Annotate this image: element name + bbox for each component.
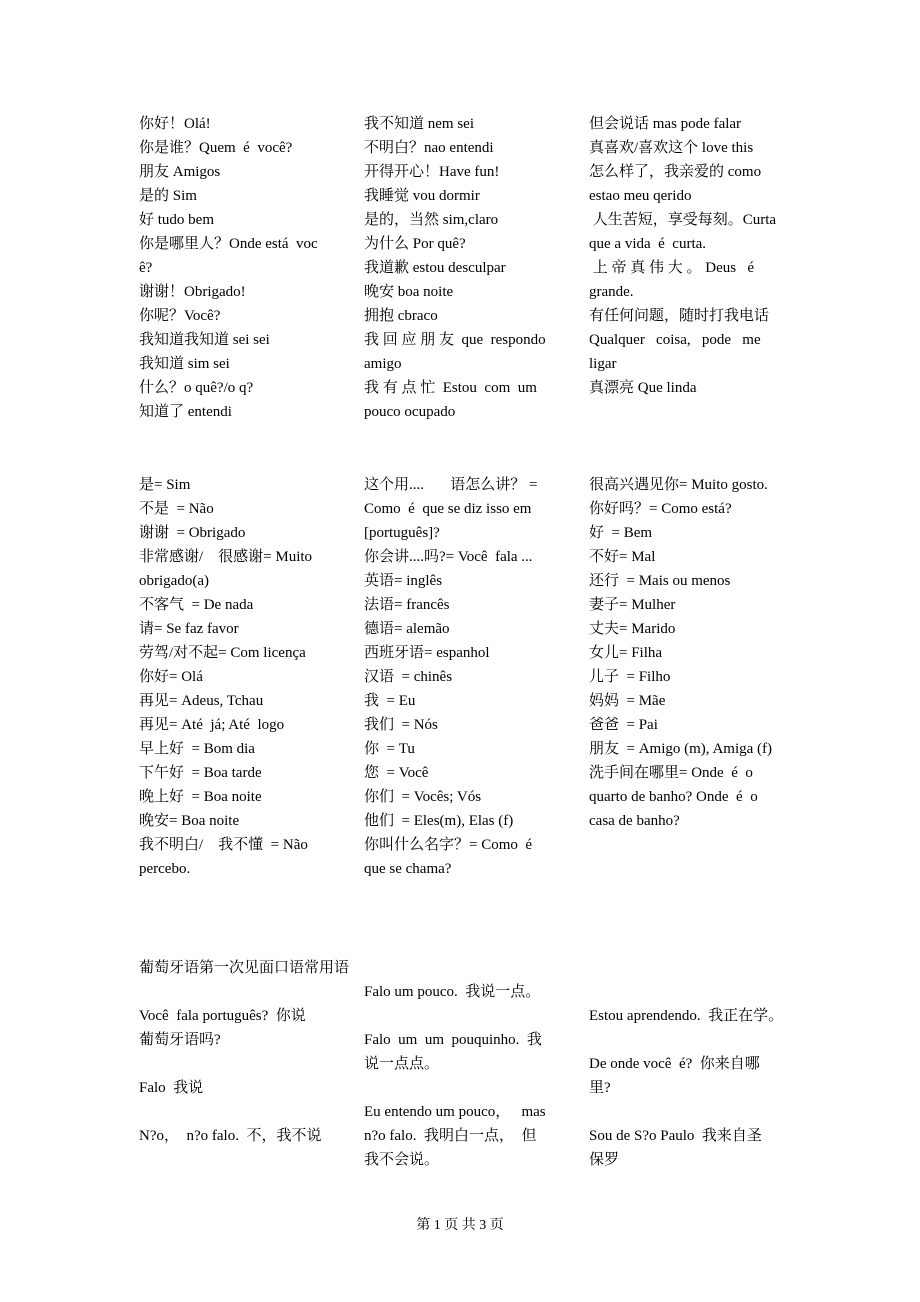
phrase-line: 我 = Eu [364,693,416,709]
phrase-line: 拥抱 cbraco [364,308,438,324]
phrase-line: 他们 = Eles(m), Elas (f) [364,813,514,829]
phrase-line: Estou aprendendo. 我正在学。 [589,1008,784,1024]
phrase-line: 我们 = Nós [364,717,438,733]
phrase-line: [português]? [364,525,440,541]
phrase-line: 真喜欢/喜欢这个 love this [589,140,754,156]
phrase-line: 我道歉 estou desculpar [364,260,506,276]
phrase-line: quarto de banho? Onde é o [589,789,758,805]
phrase-line: 你是谁？Quem é você? [139,140,293,156]
phrase-line: 妈妈 = Mãe [589,693,666,709]
phrase-line: 是= Sim [139,477,191,493]
phrase-line: N?o， n?o falo. 不，我不说 [139,1128,322,1144]
phrase-line: 你好吗？= Como está? [589,501,732,517]
phrase-line: n?o falo. 我明白一点， 但 [364,1128,537,1144]
phrase-line: 你好！Olá! [139,116,211,132]
phrase-line: 很高兴遇见你= Muito gosto. [589,477,768,493]
column-3 [589,980,789,1172]
phrase-line: 有任何问题，随时打我电话 [589,308,770,324]
phrase-line: Falo 我说 [139,1080,204,1096]
phrase-line: 晚上好 = Boa noite [139,789,262,805]
phrase-line: Qualquer coisa, pode me [589,332,761,348]
phrase-line: obrigado(a) [139,573,209,589]
phrase-line: 德语= alemão [364,621,450,637]
column-1 [139,980,339,1172]
phrase-line: percebo. [139,861,191,877]
phrase-line: 但会说话 mas pode falar [589,116,742,132]
phrase-line: estao meu qerido [589,188,692,204]
phrase-line: 还行 = Mais ou menos [589,573,731,589]
phrase-line: Falo um pouco. 我说一点。 [364,984,541,1000]
phrase-line: 你 = Tu [364,741,415,757]
phrase-line: 真漂亮 Que linda [589,380,697,396]
phrase-line: 妻子= Mulher [589,597,676,613]
phrase-line: 法语= francês [364,597,450,613]
phrase-line: 请= Se faz favor [139,621,239,637]
phrase-line: 是的，当然 sim,claro [364,212,499,228]
phrase-line: 不是 = Não [139,501,214,517]
phrase-line [589,1100,789,1124]
phrase-line: 女儿= Filha [589,645,663,661]
page-footer: 第 1 页 共 3 页 [416,1218,504,1233]
phrase-line: 爸爸 = Pai [589,717,658,733]
phrase-line [139,1148,339,1172]
phrase-line: Você fala português? 你说 [139,1008,306,1024]
phrase-line: 你好= Olá [139,669,203,685]
phrase-line: 早上好 = Bom dia [139,741,255,757]
phrase-line: 我知道我知道 sei sei [139,332,270,348]
phrase-line: 是的 Sim [139,188,197,204]
phrase-line: 我不会说。 [364,1152,440,1168]
phrase-line: 你呢？Você? [139,308,221,324]
phrase-line: que a vida é curta. [589,236,707,252]
phrase-line [139,1100,339,1124]
phrase-line: que se chama? [364,861,452,877]
phrase-line: 汉语 = chinês [364,669,453,685]
column-2 [364,473,564,881]
phrase-line [364,1076,564,1100]
phrase-line: 上 帝 真 伟 大 。 Deus é [589,260,754,276]
phrase-line: 我 回 应 朋 友 que respondo [364,332,546,348]
phrase-line: 下午好 = Boa tarde [139,765,262,781]
column-3 [589,112,789,400]
phrase-line: 不明白？nao entendi [364,140,494,156]
phrase-line: casa de banho? [589,813,680,829]
phrase-line: 说一点点。 [364,1056,440,1072]
phrase-line: Sou de S?o Paulo 我来自圣 [589,1128,762,1144]
phrase-line: 劳驾/对不起= Com licença [139,645,306,661]
phrase-line: 我知道 sim sei [139,356,230,372]
phrase-line: 朋友 = Amigo (m), Amiga (f) [589,741,773,757]
phrase-line: 怎么样了，我亲爱的 como [589,164,762,180]
phrase-line: ligar [589,356,617,372]
section-heading: 葡萄牙语第一次见面口语常用语 [139,960,350,976]
phrase-line: 你叫什么名字？= Como é [364,837,533,853]
phrase-line: 英语= inglês [364,573,443,589]
phrase-line: 我不明白/ 我不懂 = Não [139,837,308,853]
phrase-line: 为什么 Por quê? [364,236,466,252]
phrase-line: 里? [589,1080,611,1096]
phrase-line: 保罗 [589,1152,620,1168]
phrase-line: 好 = Bem [589,525,653,541]
phrase-line: 西班牙语= espanhol [364,645,490,661]
phrase-line: Eu entendo um pouco， mas [364,1104,546,1120]
phrase-line: 谢谢！Obrigado! [139,284,246,300]
phrase-line: 你是哪里人？Onde está voc [139,236,318,252]
phrase-line [139,1052,339,1076]
phrase-line: 开得开心！Have fun! [364,164,500,180]
phrase-line: 非常感谢/ 很感谢= Muito [139,549,313,565]
phrase-line: pouco ocupado [364,404,456,420]
phrase-line: 这个用.... 语怎么讲？ = [364,477,538,493]
column-1 [139,473,339,881]
phrase-line [364,1004,564,1028]
phrase-line: 好 tudo bem [139,212,214,228]
phrase-line: 朋友 Amigos [139,164,221,180]
phrase-line: 我不知道 nem sei [364,116,474,132]
phrase-line: 晚安= Boa noite [139,813,240,829]
phrase-line: amigo [364,356,402,372]
phrase-line: 葡萄牙语吗? [139,1032,221,1048]
phrase-line: 再见= Adeus, Tchau [139,693,264,709]
phrase-line: 不好= Mal [589,549,656,565]
phrase-line: Falo um um pouquinho. 我 [364,1032,542,1048]
phrase-line: 晚安 boa noite [364,284,454,300]
phrase-line [139,980,339,1004]
phrase-line: 人生苦短，享受每刻。Curta [589,212,777,228]
column-1 [139,112,339,424]
phrase-line: 你们 = Vocês; Vós [364,789,482,805]
column-2 [364,112,564,424]
phrase-line: 你会讲....吗?= Você fala ... [364,549,533,565]
phrase-line: 我 有 点 忙 Estou com um [364,380,537,396]
phrase-line: 什么？o quê?/o q? [139,380,254,396]
phrase-line [589,1028,789,1052]
phrase-line: 我睡觉 vou dormir [364,188,480,204]
column-3 [589,473,789,833]
phrase-line: De onde você é? 你来自哪 [589,1056,760,1072]
phrase-line: 不客气 = De nada [139,597,254,613]
phrase-line: 您 = Você [364,765,429,781]
phrase-line: 谢谢 = Obrigado [139,525,246,541]
phrase-line: ê? [139,260,153,276]
phrase-line: 洗手间在哪里= Onde é o [589,765,753,781]
phrase-line: grande. [589,284,634,300]
phrase-line: 丈夫= Marido [589,621,676,637]
column-2 [364,980,564,1172]
phrase-line: 再见= Até já; Até logo [139,717,285,733]
phrase-line: 知道了 entendi [139,404,232,420]
phrase-line: 儿子 = Filho [589,669,671,685]
phrase-line [589,980,789,1004]
phrase-line: Como é que se diz isso em [364,501,532,517]
